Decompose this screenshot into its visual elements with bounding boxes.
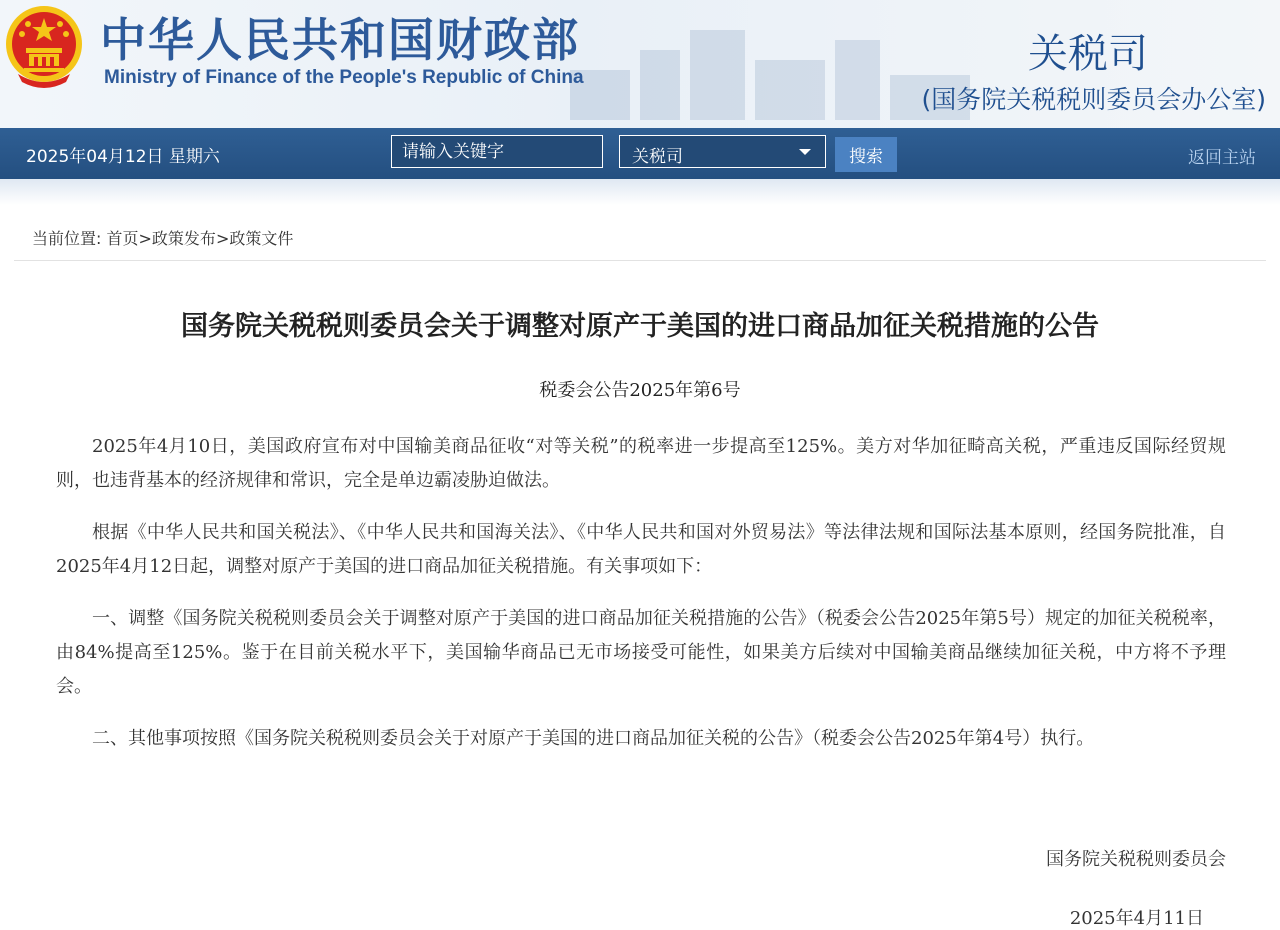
search-input[interactable] (391, 135, 603, 168)
breadcrumb-policy-release[interactable]: 政策发布 (151, 229, 216, 248)
search-button[interactable]: 搜索 (835, 137, 897, 172)
article-body (56, 430, 1226, 774)
article-paragraph: 根据《中华人民共和国关税法》、《中华人民共和国海关法》、《中华人民共和国对外贸易法》等法律法规和国际法基本原则，经国务院批准，自2025年4月12日起，调整对原产于美国的进口商品加征关税措施。有关事项如下： (56, 522, 1226, 577)
breadcrumb (32, 226, 293, 249)
ministry-name-en: Ministry of Finance of the People's Republic of China (104, 67, 584, 88)
article-paragraph: 二、其他事项按照《国务院关税税则委员会关于对原产于美国的进口商品加征关税的公告》（税委会公告2025年第4号）执行。 (92, 728, 1095, 749)
ministry-name-cn: 中华人民共和国财政部 (100, 13, 580, 67)
department-name: 关税司 (1028, 31, 1148, 77)
breadcrumb-label: 当前位置: (32, 229, 102, 248)
document-number: 税委会公告2025年第6号 (539, 380, 741, 401)
search-scope-value: 关税司 (632, 147, 683, 167)
breadcrumb-divider (14, 260, 1266, 261)
current-date: 2025年04月12日 星期六 (26, 147, 220, 167)
return-home-link[interactable]: 返回主站 (1188, 148, 1256, 168)
national-emblem-icon (4, 2, 84, 92)
breadcrumb-home[interactable]: 首页 (106, 229, 139, 248)
building-skyline-decoration (560, 20, 980, 120)
article-title: 国务院关税税则委员会关于调整对原产于美国的进口商品加征关税措施的公告 (181, 311, 1099, 342)
article-paragraph: 2025年4月10日，美国政府宣布对中国输美商品征收“对等关税”的税率进一步提高至125%。美方对华加征畸高关税，严重违反国际经贸规则，也违背基本的经济规律和常识，完全是单边霸凌胁迫做法。 (56, 436, 1226, 491)
breadcrumb-separator: > (138, 229, 152, 248)
breadcrumb-policy-documents[interactable]: 政策文件 (229, 229, 294, 248)
nav-bar (0, 128, 1280, 179)
search-scope-select[interactable] (619, 135, 826, 168)
article-paragraph: 一、调整《国务院关税税则委员会关于调整对原产于美国的进口商品加征关税措施的公告》（税委会公告2025年第5号）规定的加征关税税率，由84%提高至125%。鉴于在目前关税水平下，美国输华商品已无市场接受可能性，如果美方后续对中国输美商品继续加征关税，中方将不予理会。 (56, 608, 1226, 697)
breadcrumb-separator: > (215, 229, 230, 248)
nav-shadow-band (0, 179, 1280, 205)
site-header (0, 0, 1280, 128)
issue-date: 2025年4月11日 (1069, 908, 1204, 929)
issuer-signature: 国务院关税税则委员会 (1046, 849, 1226, 870)
chevron-down-icon (799, 149, 811, 155)
department-subtitle: (国务院关税税则委员会办公室) (921, 85, 1266, 114)
